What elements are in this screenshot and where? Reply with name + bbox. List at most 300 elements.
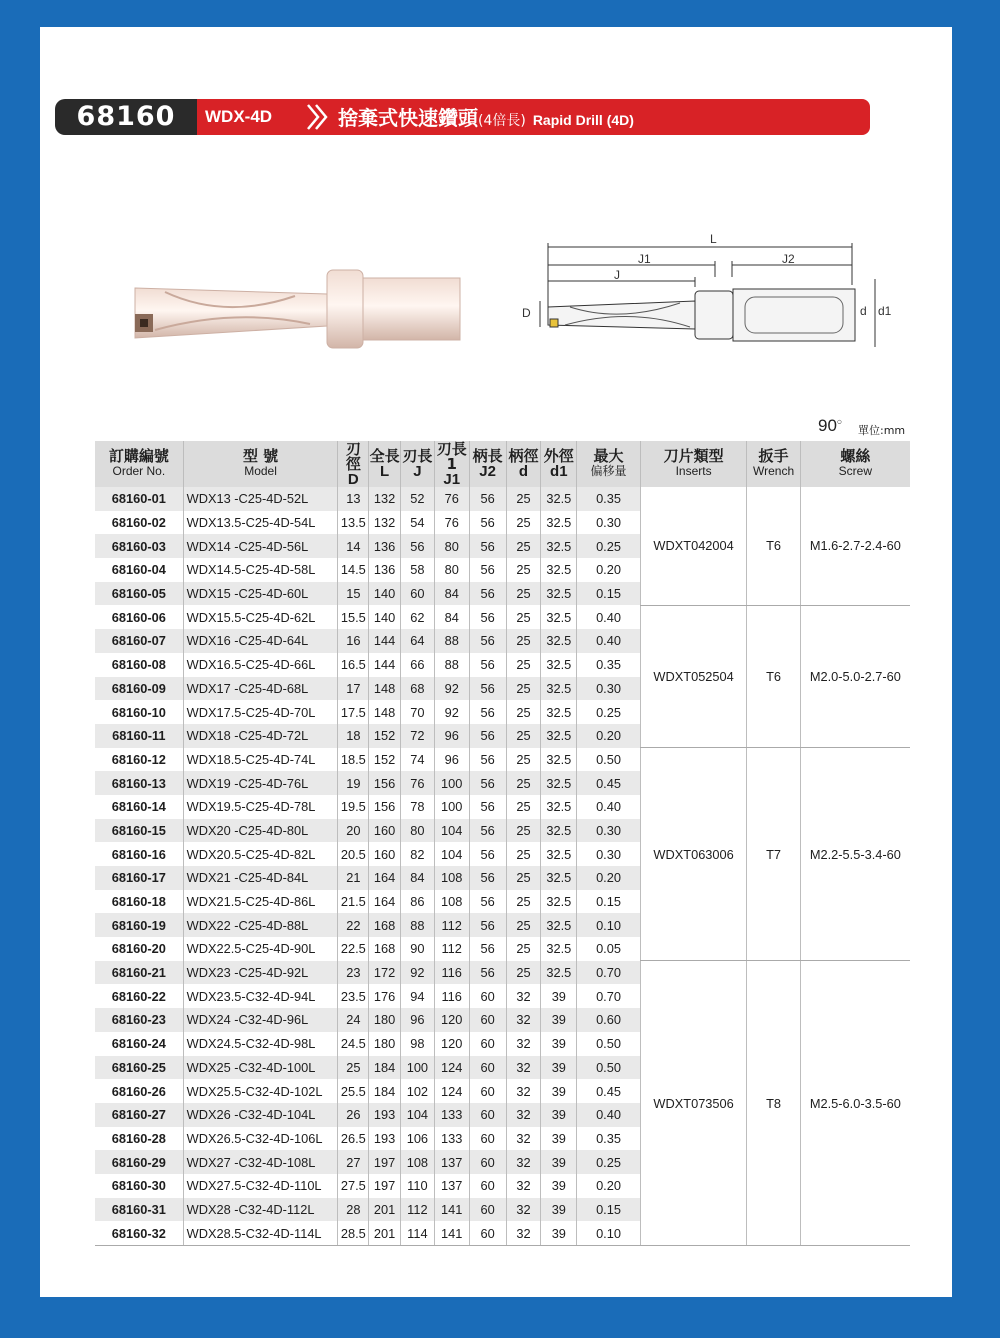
- spec-cell: 25: [506, 511, 541, 535]
- spec-cell: 0.35: [577, 487, 641, 511]
- table-row: [95, 961, 910, 985]
- spec-cell: 25: [506, 582, 541, 606]
- order-number-cell: 68160-01: [95, 487, 183, 511]
- column-header-zh: 柄徑: [508, 447, 539, 465]
- spec-cell: 72: [400, 724, 434, 748]
- spec-cell: 39: [541, 1008, 577, 1032]
- spec-cell: 56: [469, 937, 506, 961]
- column-header: [369, 441, 401, 487]
- spec-cell: 32: [506, 1198, 541, 1222]
- order-number-cell: 68160-23: [95, 1008, 183, 1032]
- model-cell: WDX15 -C25-4D-60L: [183, 582, 338, 606]
- spec-cell: 90: [400, 937, 434, 961]
- spec-cell: 60: [469, 1150, 506, 1174]
- spec-cell: 120: [434, 1032, 469, 1056]
- spec-cell: 148: [369, 677, 401, 701]
- spec-cell: 124: [434, 1056, 469, 1080]
- column-header-sub: J1: [443, 470, 461, 488]
- spec-cell: 24.5: [338, 1032, 369, 1056]
- spec-cell: 25: [506, 534, 541, 558]
- spec-cell: 25: [506, 724, 541, 748]
- spec-cell: 84: [434, 605, 469, 629]
- model-cell: WDX28 -C32-4D-112L: [183, 1198, 338, 1222]
- model-cell: WDX27 -C32-4D-108L: [183, 1150, 338, 1174]
- spec-cell: 25: [506, 748, 541, 772]
- spec-cell: 102: [400, 1079, 434, 1103]
- spec-cell: 39: [541, 1150, 577, 1174]
- spec-cell: 160: [369, 819, 401, 843]
- spec-cell: 201: [369, 1198, 401, 1222]
- spec-cell: 20: [338, 819, 369, 843]
- model-cell: WDX20 -C25-4D-80L: [183, 819, 338, 843]
- spec-cell: 25: [506, 677, 541, 701]
- degree-icon: ○: [836, 416, 843, 427]
- spec-cell: 60: [400, 582, 434, 606]
- spec-cell: 0.15: [577, 890, 641, 914]
- column-header-zh: 外徑: [543, 447, 574, 465]
- spec-cell: 32: [506, 1056, 541, 1080]
- spec-cell: 22.5: [338, 937, 369, 961]
- screw-cell: M2.0-5.0-2.7-60: [800, 605, 910, 747]
- spec-cell: 0.25: [577, 534, 641, 558]
- diagram-label-L: L: [710, 232, 717, 246]
- spec-cell: 104: [434, 842, 469, 866]
- table-header-row: [95, 441, 910, 487]
- model-cell: WDX28.5-C32-4D-114L: [183, 1221, 338, 1245]
- banner-title: [338, 99, 634, 135]
- order-number-cell: 68160-07: [95, 629, 183, 653]
- spec-cell: 104: [400, 1103, 434, 1127]
- column-header-sub: Order No.: [112, 464, 166, 478]
- order-number-cell: 68160-30: [111, 1178, 166, 1194]
- model-cell: WDX19.5-C25-4D-78L: [183, 795, 338, 819]
- spec-cell: 92: [434, 700, 469, 724]
- spec-cell: 22: [338, 913, 369, 937]
- column-header-zh: 柄長: [472, 447, 503, 465]
- spec-cell: 39: [541, 1221, 577, 1245]
- spec-cell: 116: [434, 984, 469, 1008]
- column-header-sub: L: [380, 463, 390, 480]
- spec-cell: 0.25: [577, 1150, 641, 1174]
- column-header-zh: 刃長: [402, 447, 433, 465]
- title-multiplier: (4倍長): [478, 113, 526, 129]
- diagram-label-J: J: [614, 268, 620, 282]
- table-row: [95, 605, 910, 629]
- spec-cell: 23.5: [338, 984, 369, 1008]
- spec-cell: 0.60: [577, 1008, 641, 1032]
- model-cell: WDX17.5-C25-4D-70L: [183, 700, 338, 724]
- column-header-zh: 刀片類型: [663, 447, 724, 465]
- spec-cell: 54: [400, 511, 434, 535]
- column-header-zh: 刃長1: [436, 439, 467, 473]
- column-header: [640, 441, 747, 487]
- spec-cell: 56: [469, 700, 506, 724]
- chevron-right-icon: [302, 101, 334, 133]
- spec-cell: 0.20: [577, 724, 641, 748]
- spec-cell: 32.5: [541, 605, 577, 629]
- spec-cell: 56: [469, 913, 506, 937]
- spec-cell: 14.5: [338, 558, 369, 582]
- spec-cell: 0.30: [577, 819, 641, 843]
- drill-product-photo: [95, 250, 475, 370]
- insert-cell: WDXT073506: [640, 961, 747, 1246]
- order-number-cell: 68160-11: [95, 724, 183, 748]
- model-cell: WDX19 -C25-4D-76L: [183, 771, 338, 795]
- spec-cell: 193: [369, 1103, 401, 1127]
- order-number-cell: 68160-06: [111, 609, 166, 625]
- column-header-sub: 偏移量: [590, 464, 627, 478]
- point-angle: [818, 416, 842, 436]
- order-number-cell: 68160-25: [95, 1056, 183, 1080]
- column-header-zh: 螺絲: [840, 447, 871, 465]
- spec-cell: 32: [506, 1079, 541, 1103]
- spec-cell: 70: [400, 700, 434, 724]
- model-cell: WDX18 -C25-4D-72L: [183, 724, 338, 748]
- spec-cell: 18: [338, 724, 369, 748]
- spec-cell: 156: [369, 771, 401, 795]
- spec-cell: 21: [338, 866, 369, 890]
- order-number-cell: 68160-24: [111, 1036, 166, 1052]
- order-number-cell: 68160-04: [111, 562, 166, 578]
- spec-cell: 64: [400, 629, 434, 653]
- spec-cell: 13: [338, 487, 369, 511]
- spec-cell: 27: [338, 1150, 369, 1174]
- spec-cell: 56: [469, 487, 506, 511]
- spec-cell: 56: [469, 677, 506, 701]
- spec-cell: 39: [541, 1174, 577, 1198]
- spec-cell: 137: [434, 1150, 469, 1174]
- spec-cell: 96: [434, 724, 469, 748]
- column-header: [747, 441, 800, 487]
- spec-cell: 98: [400, 1032, 434, 1056]
- spec-cell: 56: [469, 748, 506, 772]
- column-header-sub: D: [347, 470, 359, 488]
- spec-cell: 32.5: [541, 558, 577, 582]
- spec-cell: 152: [369, 724, 401, 748]
- model-cell: WDX16.5-C25-4D-66L: [183, 653, 338, 677]
- model-cell: WDX27.5-C32-4D-110L: [183, 1174, 338, 1198]
- spec-cell: 78: [400, 795, 434, 819]
- spec-cell: 56: [469, 724, 506, 748]
- model-cell: WDX25 -C32-4D-100L: [183, 1056, 338, 1080]
- spec-cell: 136: [369, 534, 401, 558]
- spec-cell: 76: [434, 511, 469, 535]
- spec-cell: 0.15: [577, 1198, 641, 1222]
- order-number-cell: 68160-02: [111, 515, 166, 531]
- spec-cell: 56: [469, 795, 506, 819]
- spec-cell: 32.5: [541, 842, 577, 866]
- spec-cell: 39: [541, 1032, 577, 1056]
- order-number-cell: 68160-15: [95, 819, 183, 843]
- spec-cell: 39: [541, 1056, 577, 1080]
- order-number-cell: 68160-19: [95, 913, 183, 937]
- column-header: [469, 441, 506, 487]
- model-cell: WDX21 -C25-4D-84L: [183, 866, 338, 890]
- spec-cell: 88: [434, 629, 469, 653]
- spec-cell: 104: [434, 819, 469, 843]
- insert-cell: WDXT052504: [640, 605, 747, 747]
- spec-cell: 32: [506, 1008, 541, 1032]
- spec-cell: 39: [541, 1079, 577, 1103]
- order-number-cell: 68160-03: [95, 534, 183, 558]
- table-row: [95, 748, 910, 772]
- spec-cell: 136: [369, 558, 401, 582]
- spec-cell: 112: [400, 1198, 434, 1222]
- spec-cell: 60: [469, 1079, 506, 1103]
- spec-cell: 21.5: [338, 890, 369, 914]
- spec-cell: 60: [469, 1008, 506, 1032]
- spec-cell: 184: [369, 1056, 401, 1080]
- spec-cell: 0.20: [577, 1174, 641, 1198]
- model-cell: WDX18.5-C25-4D-74L: [183, 748, 338, 772]
- spec-cell: 28.5: [338, 1221, 369, 1245]
- column-header: [434, 441, 469, 487]
- spec-cell: 197: [369, 1150, 401, 1174]
- spec-cell: 94: [400, 984, 434, 1008]
- spec-cell: 76: [434, 487, 469, 511]
- spec-cell: 0.30: [577, 842, 641, 866]
- spec-cell: 156: [369, 795, 401, 819]
- spec-cell: 32: [506, 1032, 541, 1056]
- spec-cell: 140: [369, 582, 401, 606]
- spec-cell: 80: [434, 534, 469, 558]
- spec-cell: 0.30: [577, 677, 641, 701]
- spec-cell: 0.50: [577, 748, 641, 772]
- model-series: WDX-4D: [205, 107, 273, 126]
- title-zh: 捨棄式快速鑽頭: [338, 106, 478, 130]
- spec-cell: 60: [469, 1221, 506, 1245]
- spec-cell: 39: [541, 1127, 577, 1151]
- spec-cell: 197: [369, 1174, 401, 1198]
- spec-cell: 56: [469, 866, 506, 890]
- diagram-label-d: d: [860, 304, 867, 318]
- model-cell: WDX15.5-C25-4D-62L: [183, 605, 338, 629]
- model-cell: WDX22 -C25-4D-88L: [183, 913, 338, 937]
- spec-cell: 52: [400, 487, 434, 511]
- spec-cell: 25: [338, 1056, 369, 1080]
- spec-cell: 32: [506, 1150, 541, 1174]
- spec-cell: 17.5: [338, 700, 369, 724]
- spec-cell: 32: [506, 1221, 541, 1245]
- title-en: Rapid Drill (4D): [532, 112, 634, 128]
- spec-cell: 82: [400, 842, 434, 866]
- spec-cell: 0.45: [577, 771, 641, 795]
- spec-cell: 32.5: [541, 795, 577, 819]
- spec-cell: 18.5: [338, 748, 369, 772]
- model-cell: WDX26 -C32-4D-104L: [183, 1103, 338, 1127]
- spec-cell: 39: [541, 984, 577, 1008]
- spec-cell: 56: [469, 842, 506, 866]
- model-cell: WDX13.5-C25-4D-54L: [183, 511, 338, 535]
- spec-cell: 66: [400, 653, 434, 677]
- column-header-zh: 最大: [593, 447, 624, 465]
- column-header-sub: Model: [244, 464, 277, 478]
- column-header-zh: 全長: [369, 447, 400, 465]
- model-cell: WDX24.5-C32-4D-98L: [183, 1032, 338, 1056]
- spec-cell: 0.70: [577, 984, 641, 1008]
- spec-cell: 56: [400, 534, 434, 558]
- insert-cell: WDXT042004: [640, 487, 747, 605]
- spec-cell: 80: [400, 819, 434, 843]
- column-header-sub: Inserts: [675, 464, 712, 478]
- order-number-cell: 68160-05: [95, 582, 183, 606]
- spec-cell: 32.5: [541, 653, 577, 677]
- spec-cell: 56: [469, 605, 506, 629]
- spec-cell: 32.5: [541, 629, 577, 653]
- spec-cell: 25: [506, 913, 541, 937]
- column-header-zh: 型 號: [242, 447, 279, 465]
- title-banner: [55, 99, 870, 135]
- spec-cell: 32.5: [541, 961, 577, 985]
- spec-cell: 32.5: [541, 771, 577, 795]
- spec-cell: 137: [434, 1174, 469, 1198]
- diagram-label-J2: J2: [782, 252, 795, 266]
- model-cell: WDX24 -C32-4D-96L: [183, 1008, 338, 1032]
- spec-cell: 32.5: [541, 724, 577, 748]
- order-number-cell: 68160-16: [111, 846, 166, 862]
- spec-cell: 56: [469, 961, 506, 985]
- spec-cell: 0.70: [577, 961, 641, 985]
- spec-cell: 56: [469, 890, 506, 914]
- spec-cell: 32.5: [541, 534, 577, 558]
- spec-cell: 0.25: [577, 700, 641, 724]
- spec-cell: 164: [369, 866, 401, 890]
- spec-cell: 32.5: [541, 890, 577, 914]
- spec-cell: 56: [469, 629, 506, 653]
- spec-cell: 148: [369, 700, 401, 724]
- column-header: [800, 441, 910, 487]
- diagram-label-d1: d1: [878, 304, 892, 318]
- table-body: [95, 487, 910, 1246]
- spec-cell: 20.5: [338, 842, 369, 866]
- spec-cell: 56: [469, 511, 506, 535]
- column-header-zh: 訂購編號: [108, 447, 169, 465]
- order-number-cell: 68160-18: [111, 894, 166, 910]
- column-header: [95, 441, 183, 487]
- spec-cell: 25: [506, 937, 541, 961]
- table-row: [95, 487, 910, 511]
- spec-cell: 110: [400, 1174, 434, 1198]
- spec-cell: 168: [369, 913, 401, 937]
- spec-cell: 0.40: [577, 795, 641, 819]
- spec-cell: 193: [369, 1127, 401, 1151]
- spec-cell: 24: [338, 1008, 369, 1032]
- spec-cell: 25: [506, 771, 541, 795]
- spec-cell: 108: [434, 890, 469, 914]
- model-cell: WDX23 -C25-4D-92L: [183, 961, 338, 985]
- model-cell: WDX14 -C25-4D-56L: [183, 534, 338, 558]
- model-cell: WDX14.5-C25-4D-58L: [183, 558, 338, 582]
- spec-cell: 0.05: [577, 937, 641, 961]
- spec-cell: 25: [506, 653, 541, 677]
- spec-cell: 160: [369, 842, 401, 866]
- spec-cell: 141: [434, 1221, 469, 1245]
- spec-cell: 76: [400, 771, 434, 795]
- order-number-cell: 68160-12: [111, 751, 166, 767]
- spec-cell: 15: [338, 582, 369, 606]
- spec-cell: 26.5: [338, 1127, 369, 1151]
- order-number-cell: 68160-29: [95, 1150, 183, 1174]
- spec-cell: 68: [400, 677, 434, 701]
- spec-cell: 25: [506, 890, 541, 914]
- spec-cell: 25: [506, 866, 541, 890]
- spec-cell: 25: [506, 795, 541, 819]
- spec-cell: 92: [434, 677, 469, 701]
- spec-cell: 144: [369, 629, 401, 653]
- column-header-zh: 刃徑: [345, 439, 361, 473]
- spec-cell: 0.30: [577, 511, 641, 535]
- insert-cell: WDXT063006: [640, 748, 747, 961]
- spec-cell: 74: [400, 748, 434, 772]
- order-number-cell: 68160-28: [111, 1130, 166, 1146]
- spec-cell: 27.5: [338, 1174, 369, 1198]
- model-cell: WDX20.5-C25-4D-82L: [183, 842, 338, 866]
- column-header-sub: d: [518, 463, 529, 480]
- wrench-cell: T6: [747, 487, 800, 605]
- spec-cell: 32.5: [541, 748, 577, 772]
- spec-cell: 32.5: [541, 582, 577, 606]
- spec-cell: 133: [434, 1127, 469, 1151]
- spec-cell: 26: [338, 1103, 369, 1127]
- spec-cell: 112: [434, 913, 469, 937]
- model-cell: WDX25.5-C32-4D-102L: [183, 1079, 338, 1103]
- spec-cell: 0.50: [577, 1056, 641, 1080]
- spec-cell: 92: [400, 961, 434, 985]
- spec-cell: 32.5: [541, 700, 577, 724]
- order-number-cell: 68160-20: [111, 941, 166, 957]
- point-angle-value: 90: [818, 416, 837, 435]
- spec-cell: 39: [541, 1103, 577, 1127]
- spec-cell: 112: [434, 937, 469, 961]
- spec-cell: 25: [506, 629, 541, 653]
- spec-cell: 152: [369, 748, 401, 772]
- spec-cell: 62: [400, 605, 434, 629]
- spec-cell: 120: [434, 1008, 469, 1032]
- spec-cell: 124: [434, 1079, 469, 1103]
- column-header: [541, 441, 577, 487]
- spec-cell: 56: [469, 558, 506, 582]
- spec-cell: 32.5: [541, 677, 577, 701]
- spec-cell: 86: [400, 890, 434, 914]
- spec-cell: 25: [506, 819, 541, 843]
- diagram-label-D: D: [522, 306, 531, 320]
- column-header: [506, 441, 541, 487]
- spec-cell: 25: [506, 558, 541, 582]
- spec-cell: 108: [400, 1150, 434, 1174]
- spec-cell: 32: [506, 1127, 541, 1151]
- spec-cell: 84: [400, 866, 434, 890]
- spec-cell: 32: [506, 1103, 541, 1127]
- spec-cell: 16: [338, 629, 369, 653]
- spec-cell: 60: [469, 1198, 506, 1222]
- spec-cell: 56: [469, 534, 506, 558]
- spec-cell: 60: [469, 984, 506, 1008]
- spec-cell: 19.5: [338, 795, 369, 819]
- spec-cell: 60: [469, 1174, 506, 1198]
- spec-cell: 176: [369, 984, 401, 1008]
- spec-cell: 172: [369, 961, 401, 985]
- spec-cell: 88: [400, 913, 434, 937]
- spec-cell: 0.35: [577, 1127, 641, 1151]
- model-cell: WDX22.5-C25-4D-90L: [183, 937, 338, 961]
- spec-cell: 132: [369, 511, 401, 535]
- spec-cell: 168: [369, 937, 401, 961]
- dimension-diagram: [510, 225, 910, 365]
- spec-cell: 25: [506, 961, 541, 985]
- spec-cell: 13.5: [338, 511, 369, 535]
- order-number-cell: 68160-14: [111, 799, 166, 815]
- spec-cell: 0.40: [577, 629, 641, 653]
